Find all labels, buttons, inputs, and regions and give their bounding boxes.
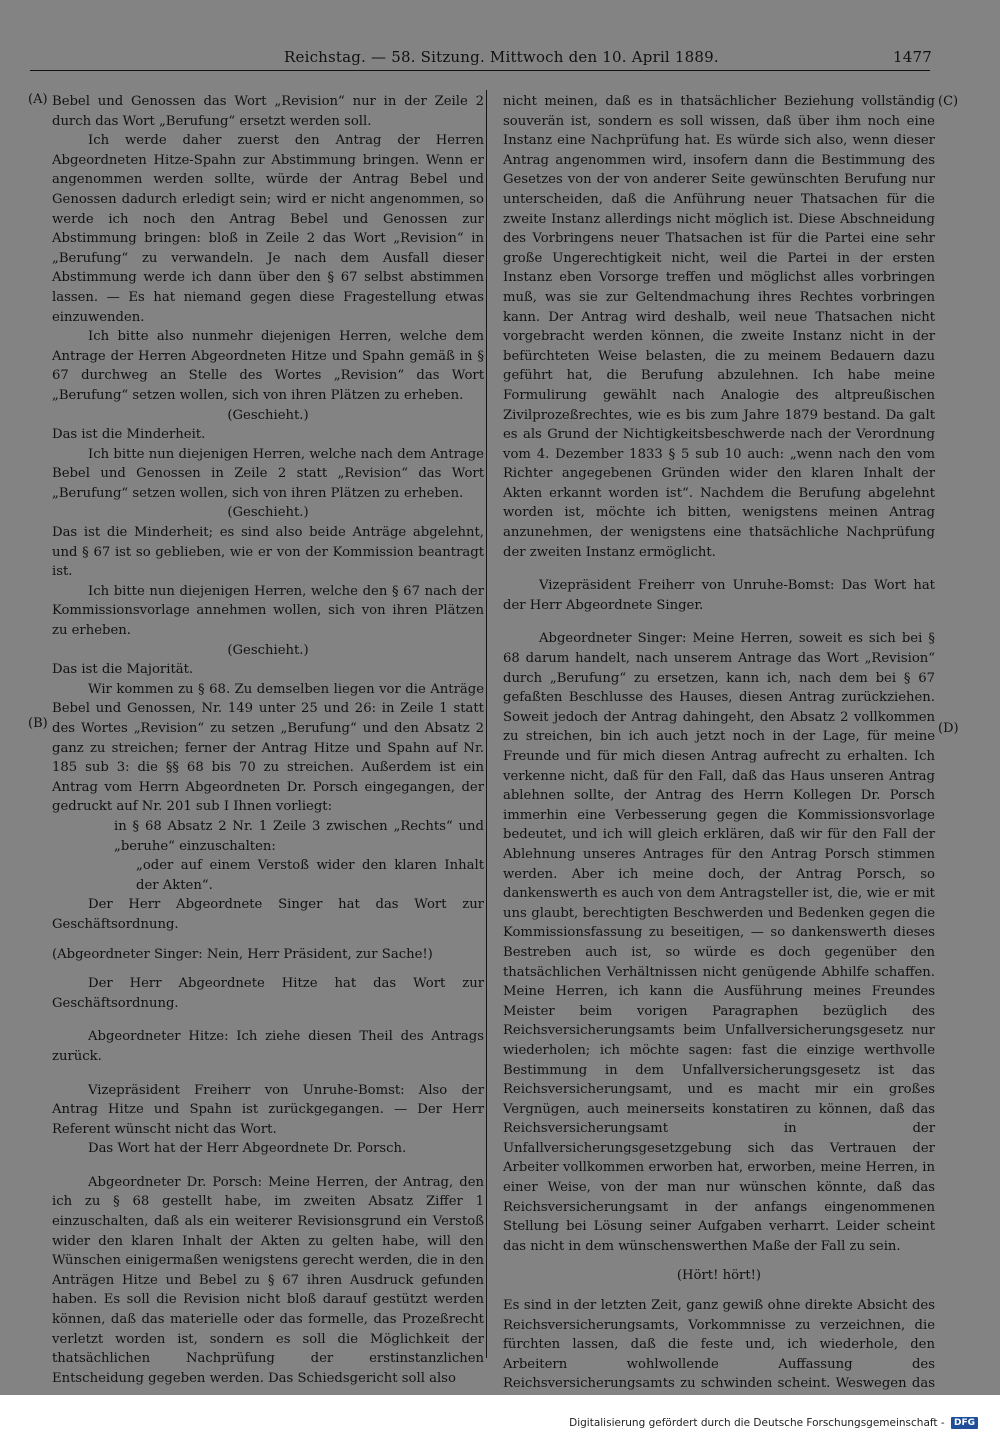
stage-direction: (Geschieht.) [227,407,309,423]
paragraph: Es sind in der letzten Zeit, ganz gewiß ohne direkte Absicht des Reichsversicherungsamts, Vorkommnisse zu verzeichnen, die fürchten lassen, daß die feste und, ich wiederhole, den Arbeitern wohlwollende Auffassung des Reichsversicherungsamts zu schwinden scheint. Weswegen das [503,1298,935,1392]
paragraph: Das ist die Minderheit; es sind also beide Anträge abgelehnt, und § 67 ist so geblieben, wie er von der Kommission beantragt ist. [52,525,484,580]
margin-marker-b: (B) [28,716,48,731]
paragraph: Ich bitte also nunmehr diejenigen Herren, welche dem Antrage der Herren Abgeordneten Hitze und Spahn gemäß in § 67 durchweg an Stelle des Wortes „Revision“ das Wort „Berufung“ setzen wollen, sich von ihren Plätzen zu erheben. [52,329,484,403]
speech-hitze: Abgeordneter Hitze: Ich ziehe diesen Theil des Antrags zurück. [52,1029,484,1064]
interjection: (Abgeordneter Singer: Nein, Herr Präsident, zur Sache!) [52,946,433,962]
paragraph: Der Herr Abgeordnete Hitze hat das Wort zur Geschäftsordnung. [52,976,484,1011]
paragraph: nicht meinen, daß es in thatsächlicher Beziehung vollständig souverän ist, sondern es soll wissen, daß über ihm noch eine Instanz eine Nachprüfung hat. Es würde sich also, wenn dieser Antrag angenommen wird, insofern dann die Bestimmung des Gesetzes von der von anderer Seite gewünschten Berufung nur unterscheiden, daß die Anführung neuer Thatsachen für die zweite Instanz allerdings nicht möglich ist. Diese Abschneidung des Vorbringens neuer Thatsachen ist für die Partei eine sehr große Ungerechtigkeit nicht, weil die Partei in der ersten Instanz eben Vorsorge treffen und möglichst alles vorbringen muß, was sie zur Geltendmachung ihres Rechtes vorbringen kann. Der Antrag wird deshalb, weil neue Thatsachen nicht vorgebracht werden können, die zweite Instanz nicht in der befürchteten Weise belasten, die zu meinem Bedauern dazu geführt hat, die Berufung abzulehnen. Ich habe meine Formulirung gewählt nach Analogie des altpreußischen Zivilprozeßrechtes, wie es bis zum Jahre 1879 bestand. Da galt es als Grund der Nichtigkeitsbeschwerde nach der Verordnung vom 4. Dezember 1833 § 5 sub 10 auch: „wenn nach den vom Richter angegebenen Gründen wider den klaren Inhalt der Akten erkannt worden ist“. Nachdem die Berufung abgelehnt worden ist, möchte ich bitten, wenigstens meinen Antrag anzunehmen, der wenigstens eine thatsächliche Nachprüfung der zweiten Instanz ermöglicht. [503,94,935,560]
digitization-footer [569,1417,978,1429]
dfg-logo: DFG [951,1417,978,1429]
paragraph: Das ist die Minderheit. [52,427,206,443]
left-column [52,92,484,1388]
paragraph: Ich bitte nun diejenigen Herren, welche nach dem Antrage Bebel und Genossen in Zeile 2 statt „Revision“ das Wort „Berufung“ setzen wollen, sich von ihren Plätzen zu erheben. [52,446,484,501]
quoted-amendment: in § 68 Absatz 2 Nr. 1 Zeile 3 zwischen „Rechts“ und „beruhe“ einzuschalten: [114,818,484,854]
speech-singer: Abgeordneter Singer: Meine Herren, soweit es sich bei § 68 darum handelt, nach unserem Antrage das Wort „Revision“ durch „Berufung“ zu ersetzen, kann ich, nach dem bei § 67 gefaßten Beschlusse des Hauses, diesen Antrag zurückziehen. Soweit jedoch der Antrag dahingeht, den Absatz 2 vollkommen zu streichen, bin ich auch jetzt noch in der Lage, für meine Freunde und für mich diesen Antrag aufrecht zu erhalten. Ich verkenne nicht, daß für den Fall, daß das Haus unseren Antrag ablehnen sollte, der Antrag des Herrn Kollegen Dr. Porsch immerhin eine Verbesserung gegen die Kommissionsvorlage bedeutet, und ich will gleich erklären, daß wir für den Fall der Ablehnung unseres Antrages für den Antrag Porsch stimmen werden. Aber ich meine doch, der Antrag Porsch, so dankenswerth es auch von dem Antragsteller ist, die, wie er mit uns glaubt, berechtigten Beschwerden und Bedenken gegen die Kommissionsfassung zu beseitigen, — so dankenswerth dieses Bestreben auch ist, so würde es doch gegenüber den thatsächlichen Verhältnissen nicht genügende Abhilfe schaffen. Meine Herren, ich kann die Ausführung meines Freundes Meister beim vorigen Paragraphen bezüglich des Reichsversicherungsamts beim Unfallversicherungsgesetz nur wiederholen; ich möchte sagen: fast die einzige werthvolle Bestimmung in dem Unfallversicherungsgesetz ist das Reichsversicherungsamt, und es macht mir ein großes Vergnügen, auch meinerseits konstatiren zu können, daß das Reichsversicherungsamt in der Unfallversicherungsgesetzgebung sich das Vertrauen der Arbeiter vollkommen erworben hat, erworben, meine Herren, in einer Weise, von der man nur wünschen könnte, daß das Reichsversicherungsamt in der anfangs eingenommenen Stellung bei Lösung seiner Aufgaben verharrt. Leider scheint das nicht in dem wünschenswerthen Maße der Fall zu sein. [503,631,935,1254]
running-title: Reichstag. — 58. Sitzung. Mittwoch den 10. April 1889. [284,48,719,66]
margin-marker-a: (A) [28,92,48,107]
paragraph: Wir kommen zu § 68. Zu demselben liegen vor die Anträge Bebel und Genossen, Nr. 149 unter 25 und 26: in Zeile 1 statt des Wortes „Revision“ zu setzen „Berufung“ und den Absatz 2 ganz zu streichen; ferner der Antrag Hitze und Spahn auf Nr. 185 sub 3: die §§ 68 bis 70 zu streichen. Außerdem ist ein Antrag vom Herrn Abgeordneten Dr. Porsch eingegangen, der gedruckt auf Nr. 201 sub I Ihnen vorliegt: [52,681,484,815]
margin-marker-c: (C) [938,94,959,109]
right-column [503,92,935,1395]
speech-vice-president: Vizepräsident Freiherr von Unruhe-Bomst: Also der Antrag Hitze und Spahn ist zurückgegangen. — Der Herr Referent wünscht nicht das Wort. [52,1082,484,1137]
header-rule [30,70,930,71]
column-divider [486,90,487,1358]
paragraph: Bebel und Genossen das Wort „Revision“ nur in der Zeile 2 durch das Wort „Berufung“ ersetzt werden soll. [52,94,484,129]
stage-direction: (Hört! hört!) [676,1268,762,1284]
footer-text: Digitalisierung gefördert durch die Deutsche Forschungsgemeinschaft - [569,1417,945,1429]
stage-direction: (Geschieht.) [227,642,309,658]
paragraph: Ich bitte nun diejenigen Herren, welche den § 67 nach der Kommissionsvorlage annehmen wollen, sich von ihren Plätzen zu erheben. [52,583,484,639]
page-number: 1477 [893,48,932,66]
margin-marker-d: (D) [938,721,959,736]
speech-vice-president: Vizepräsident Freiherr von Unruhe-Bomst: Das Wort hat der Herr Abgeordnete Singer. [503,578,935,613]
page-header [0,44,1000,70]
speech-porsch: Abgeordneter Dr. Porsch: Meine Herren, der Antrag, den ich zu § 68 gestellt habe, im zweiten Absatz Ziffer 1 einzuschalten, daß als ein weiterer Revisionsgrund ein Verstoß wider den klaren Inhalt der Akten zu gelten habe, will den Wünschen einigermaßen wenigstens gerecht werden, die in den Anträgen Hitze und Bebel zu § 67 ihren Ausdruck gefunden haben. Es soll die Revision nicht bloß darauf gestützt werden können, daß das materielle oder das formelle, das Prozeßrecht verletzt worden ist, sondern es soll die Möglichkeit der thatsächlichen Nachprüfung der erstinstanzlichen Entscheidung gegeben werden. Das Schiedsgericht soll also [52,1174,484,1386]
quoted-amendment-text: „oder auf einem Verstoß wider den klaren Inhalt der Akten“. [136,858,484,893]
paragraph: Das ist die Majorität. [52,662,194,678]
paragraph: Der Herr Abgeordnete Singer hat das Wort zur Geschäftsordnung. [52,897,484,932]
paragraph: Das Wort hat der Herr Abgeordnete Dr. Porsch. [88,1141,407,1157]
paragraph: Ich werde daher zuerst den Antrag der Herren Abgeordneten Hitze-Spahn zur Abstimmung bringen. Wenn er angenommen werden sollte, würde der Antrag Bebel und Genossen dadurch erledigt sein; wird er nicht angenommen, so werde ich noch den Antrag Bebel und Genossen zur Abstimmung bringen: bloß in Zeile 2 das Wort „Revision“ in „Berufung“ zu verwandeln. Je nach dem Ausfall dieser Abstimmung werde ich dann über den § 67 selbst abstimmen lassen. — Es hat niemand gegen diese Fragestellung etwas einzuwenden. [52,133,484,325]
stage-direction: (Geschieht.) [227,505,309,521]
